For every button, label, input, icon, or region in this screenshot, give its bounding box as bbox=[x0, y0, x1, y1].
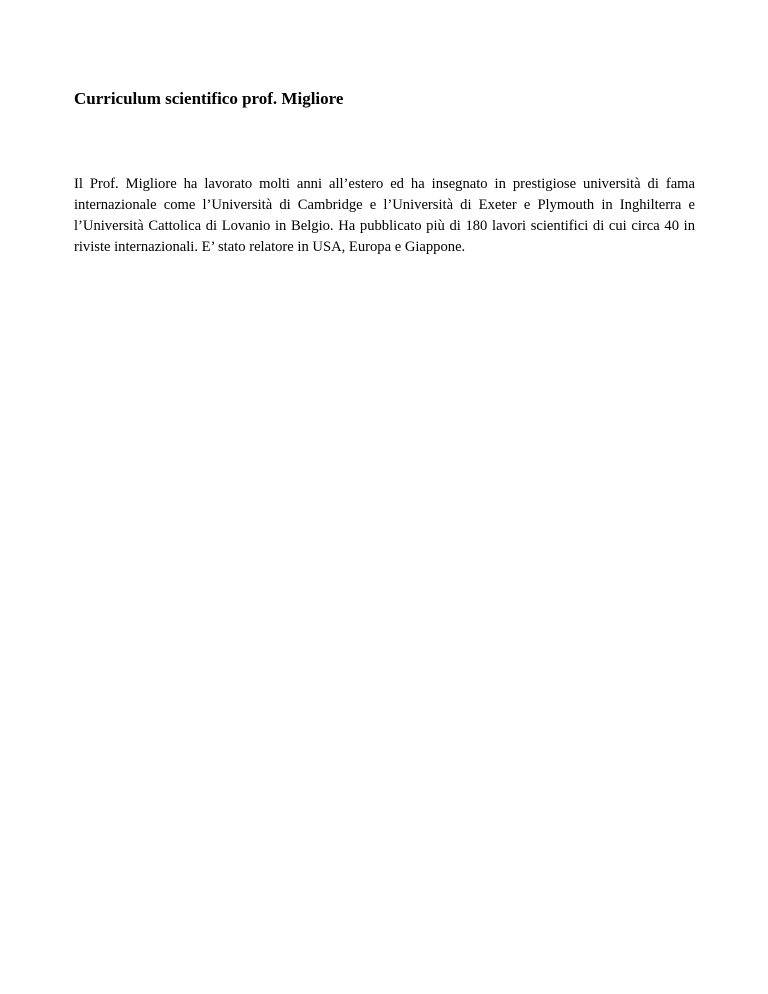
body-paragraph: Il Prof. Migliore ha lavorato molti anni all’estero ed ha insegnato in prestigiose università di fama internazionale come l’Università di Cambridge e l’Università di Exeter e Plymouth in Inghilterra e l’Università Cattolica di Lovanio in Belgio. Ha pubblicato più di 180 lavori scientifici di cui circa 40 in riviste internazionali. E’ stato relatore in USA, Europa e Giappone. bbox=[74, 176, 695, 255]
document-title: Curriculum scientifico prof. Migliore bbox=[74, 89, 344, 108]
